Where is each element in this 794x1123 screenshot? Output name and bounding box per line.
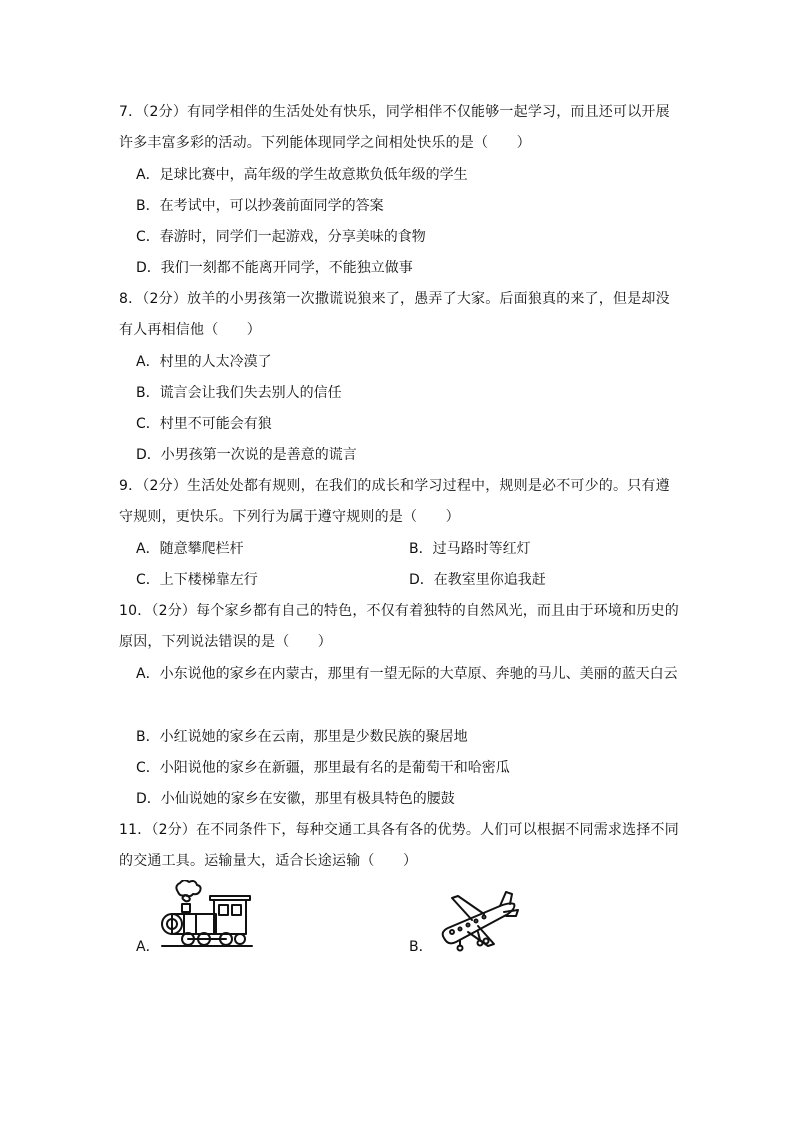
question-8-option-b: B．谎言会让我们失去别人的信任 xyxy=(136,385,342,401)
question-10-option-c: C．小阳说他的家乡在新疆，那里最有名的是葡萄干和哈密瓜 xyxy=(136,760,510,776)
question-7-option-a: A．足球比赛中，高年级的学生故意欺负低年级的学生 xyxy=(136,167,468,183)
question-9-stem: 9．（2分）生活处处都有规则，在我们的成长和学习过程中，规则是必不可少的。只有遵守规则，更快乐。下列行为属于遵守规则的是（ ） xyxy=(119,478,670,525)
question-8-option-a: A．村里的人太冷漠了 xyxy=(136,354,272,370)
question-7-stem: 7．（2分）有同学相伴的生活处处有快乐，同学相伴不仅能够一起学习，而且还可以开展许多丰富多彩的活动。下列能体现同学之间相处快乐的是（ ） xyxy=(119,104,670,151)
question-11-option-b-label: B． xyxy=(409,939,433,955)
question-7-option-b: B．在考试中，可以抄袭前面同学的答案 xyxy=(136,198,384,214)
question-10-option-b: B．小红说她的家乡在云南，那里是少数民族的聚居地 xyxy=(136,729,468,745)
question-9-option-d: D．在教室里你追我赶 xyxy=(409,572,546,588)
question-7-option-c: C．春游时，同学们一起游戏，分享美味的食物 xyxy=(136,229,426,245)
question-8-option-c: C．村里不可能会有狼 xyxy=(136,416,272,432)
train-icon xyxy=(158,880,254,950)
question-9-option-a: A．随意攀爬栏杆 xyxy=(136,541,244,557)
question-11-option-a-label: A． xyxy=(136,939,160,955)
question-8-option-d: D．小男孩第一次说的是善意的谎言 xyxy=(136,447,357,463)
question-9-option-c: C．上下楼梯靠左行 xyxy=(136,572,258,588)
question-7-option-d: D．我们一刻都不能离开同学，不能独立做事 xyxy=(136,260,413,276)
question-10-option-d: D．小仙说她的家乡在安徽，那里有极具特色的腰鼓 xyxy=(136,791,455,807)
question-10-option-a: A．小东说他的家乡在内蒙古，那里有一望无际的大草原、奔驰的马儿、美丽的蓝天白云 xyxy=(136,666,678,682)
question-11-stem: 11．（2分）在不同条件下，每种交通工具各有各的优势。人们可以根据不同需求选择不同的交通工具。运输量大，适合长途运输（ ） xyxy=(119,822,679,869)
question-10-stem: 10．（2分）每个家乡都有自己的特色，不仅有着独特的自然风光，而且由于环境和历史的原因，下列说法错误的是（ ） xyxy=(119,603,679,650)
airplane-icon xyxy=(438,888,520,952)
question-9-option-b: B．过马路时等红灯 xyxy=(409,541,531,557)
question-8-stem: 8．（2分）放羊的小男孩第一次撒谎说狼来了，愚弄了大家。后面狼真的来了，但是却没有人再相信他（ ） xyxy=(119,291,670,338)
